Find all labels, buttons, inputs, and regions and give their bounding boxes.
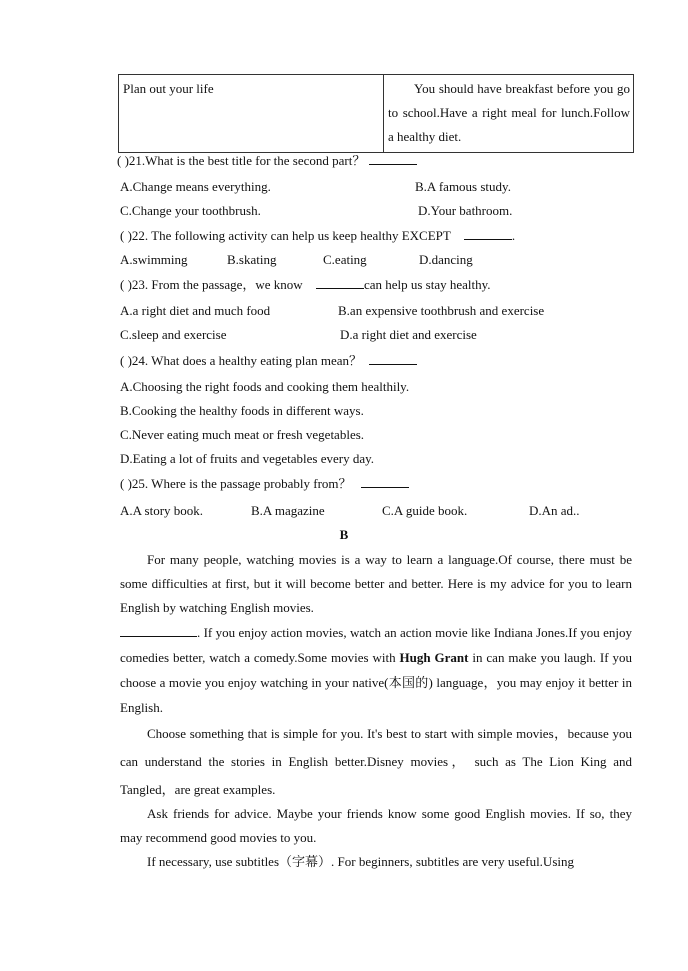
- q23-option-b: B.an expensive toothbrush and exercise: [338, 303, 545, 318]
- passage-paragraph-5: If necessary, use subtitles（字幕）. For beginners, subtitles are very useful.Using: [147, 854, 574, 869]
- table-row: [119, 75, 634, 153]
- q24-option-c: C.Never eating much meat or fresh vegetables.: [120, 427, 365, 442]
- q25-option-c: C.A guide book.: [382, 503, 468, 518]
- question-23-stem-a: ( )23. From the passage，we know: [120, 277, 303, 292]
- q23-option-c: C.sleep and exercise: [120, 327, 227, 342]
- q21-option-c: C.Change your toothbrush.: [120, 203, 261, 218]
- answer-blank-24: [369, 352, 417, 365]
- q25-option-d: D.An ad..: [529, 503, 580, 518]
- question-22: [120, 227, 515, 245]
- question-22-end: .: [511, 228, 516, 243]
- answer-blank-21: [369, 152, 417, 165]
- bold-name: Hugh Grant: [399, 650, 469, 665]
- q21-option-b: B.A famous study.: [415, 179, 511, 194]
- q22-option-c: C.eating: [323, 252, 367, 267]
- q23-option-a: A.a right diet and much food: [120, 303, 271, 318]
- q21-option-d: D.Your bathroom.: [418, 203, 513, 218]
- q25-option-a: A.A story book.: [120, 503, 204, 518]
- table-cell-right: You should have breakfast before you go to school.Have a right meal for lunch.Follow a healthy diet.: [384, 75, 634, 153]
- q24-option-b: B.Cooking the healthy foods in different ways.: [120, 403, 364, 418]
- answer-blank-23: [316, 276, 364, 289]
- q25-option-b: B.A magazine: [251, 503, 325, 518]
- passage-paragraph-1: For many people, watching movies is a way to learn a language.Of course, there must be some difficulties at first, but it will become better and better. Here is my advice for you to learn English by watching English movies.: [120, 552, 632, 615]
- question-23-stem-b: can help us stay healthy.: [363, 277, 491, 292]
- question-23: [120, 276, 491, 294]
- q22-option-b: B.skating: [227, 252, 277, 267]
- section-heading-b: B: [339, 527, 349, 542]
- q23-option-d: D.a right diet and exercise: [340, 327, 477, 342]
- question-21: [117, 152, 417, 170]
- passage-blank: [120, 624, 197, 637]
- q24-option-a: A.Choosing the right foods and cooking them healthily.: [120, 379, 410, 394]
- question-24: [120, 352, 417, 370]
- q24-option-d: D.Eating a lot of fruits and vegetables every day.: [120, 451, 375, 466]
- passage-paragraph-2: . If you enjoy action movies, watch an action movie like Indiana Jones.If you enjoy comedies better, watch a comedy.Some movies with Hugh Grant in can make you laugh. If you choose a movie you enjoy watching in your native(本国的) language，you may enjoy it better in English.: [120, 625, 632, 715]
- q22-option-d: D.dancing: [419, 252, 473, 267]
- question-24-stem: ( )24. What does a healthy eating plan mean？: [120, 353, 362, 368]
- question-25: [120, 475, 409, 493]
- passage-paragraph-3: Choose something that is simple for you. It's best to start with simple movies，because you can understand the stories in English better.Disney movies， such as The Lion King and Tangled，are great examples.: [120, 726, 632, 797]
- q21-option-a: A.Change means everything.: [120, 179, 271, 194]
- question-25-stem: ( )25. Where is the passage probably from？: [120, 476, 352, 491]
- question-22-stem: ( )22. The following activity can help us keep healthy EXCEPT: [120, 228, 451, 243]
- answer-blank-25: [361, 475, 409, 488]
- answer-blank-22: [464, 227, 512, 240]
- table-cell-left: Plan out your life: [119, 75, 384, 153]
- summary-table: [118, 74, 634, 153]
- passage-paragraph-4: Ask friends for advice. Maybe your friends know some good English movies. If so, they may recommend good movies to you.: [120, 806, 632, 845]
- q22-option-a: A.swimming: [120, 252, 188, 267]
- question-21-stem: ( )21.What is the best title for the second part？: [117, 153, 366, 168]
